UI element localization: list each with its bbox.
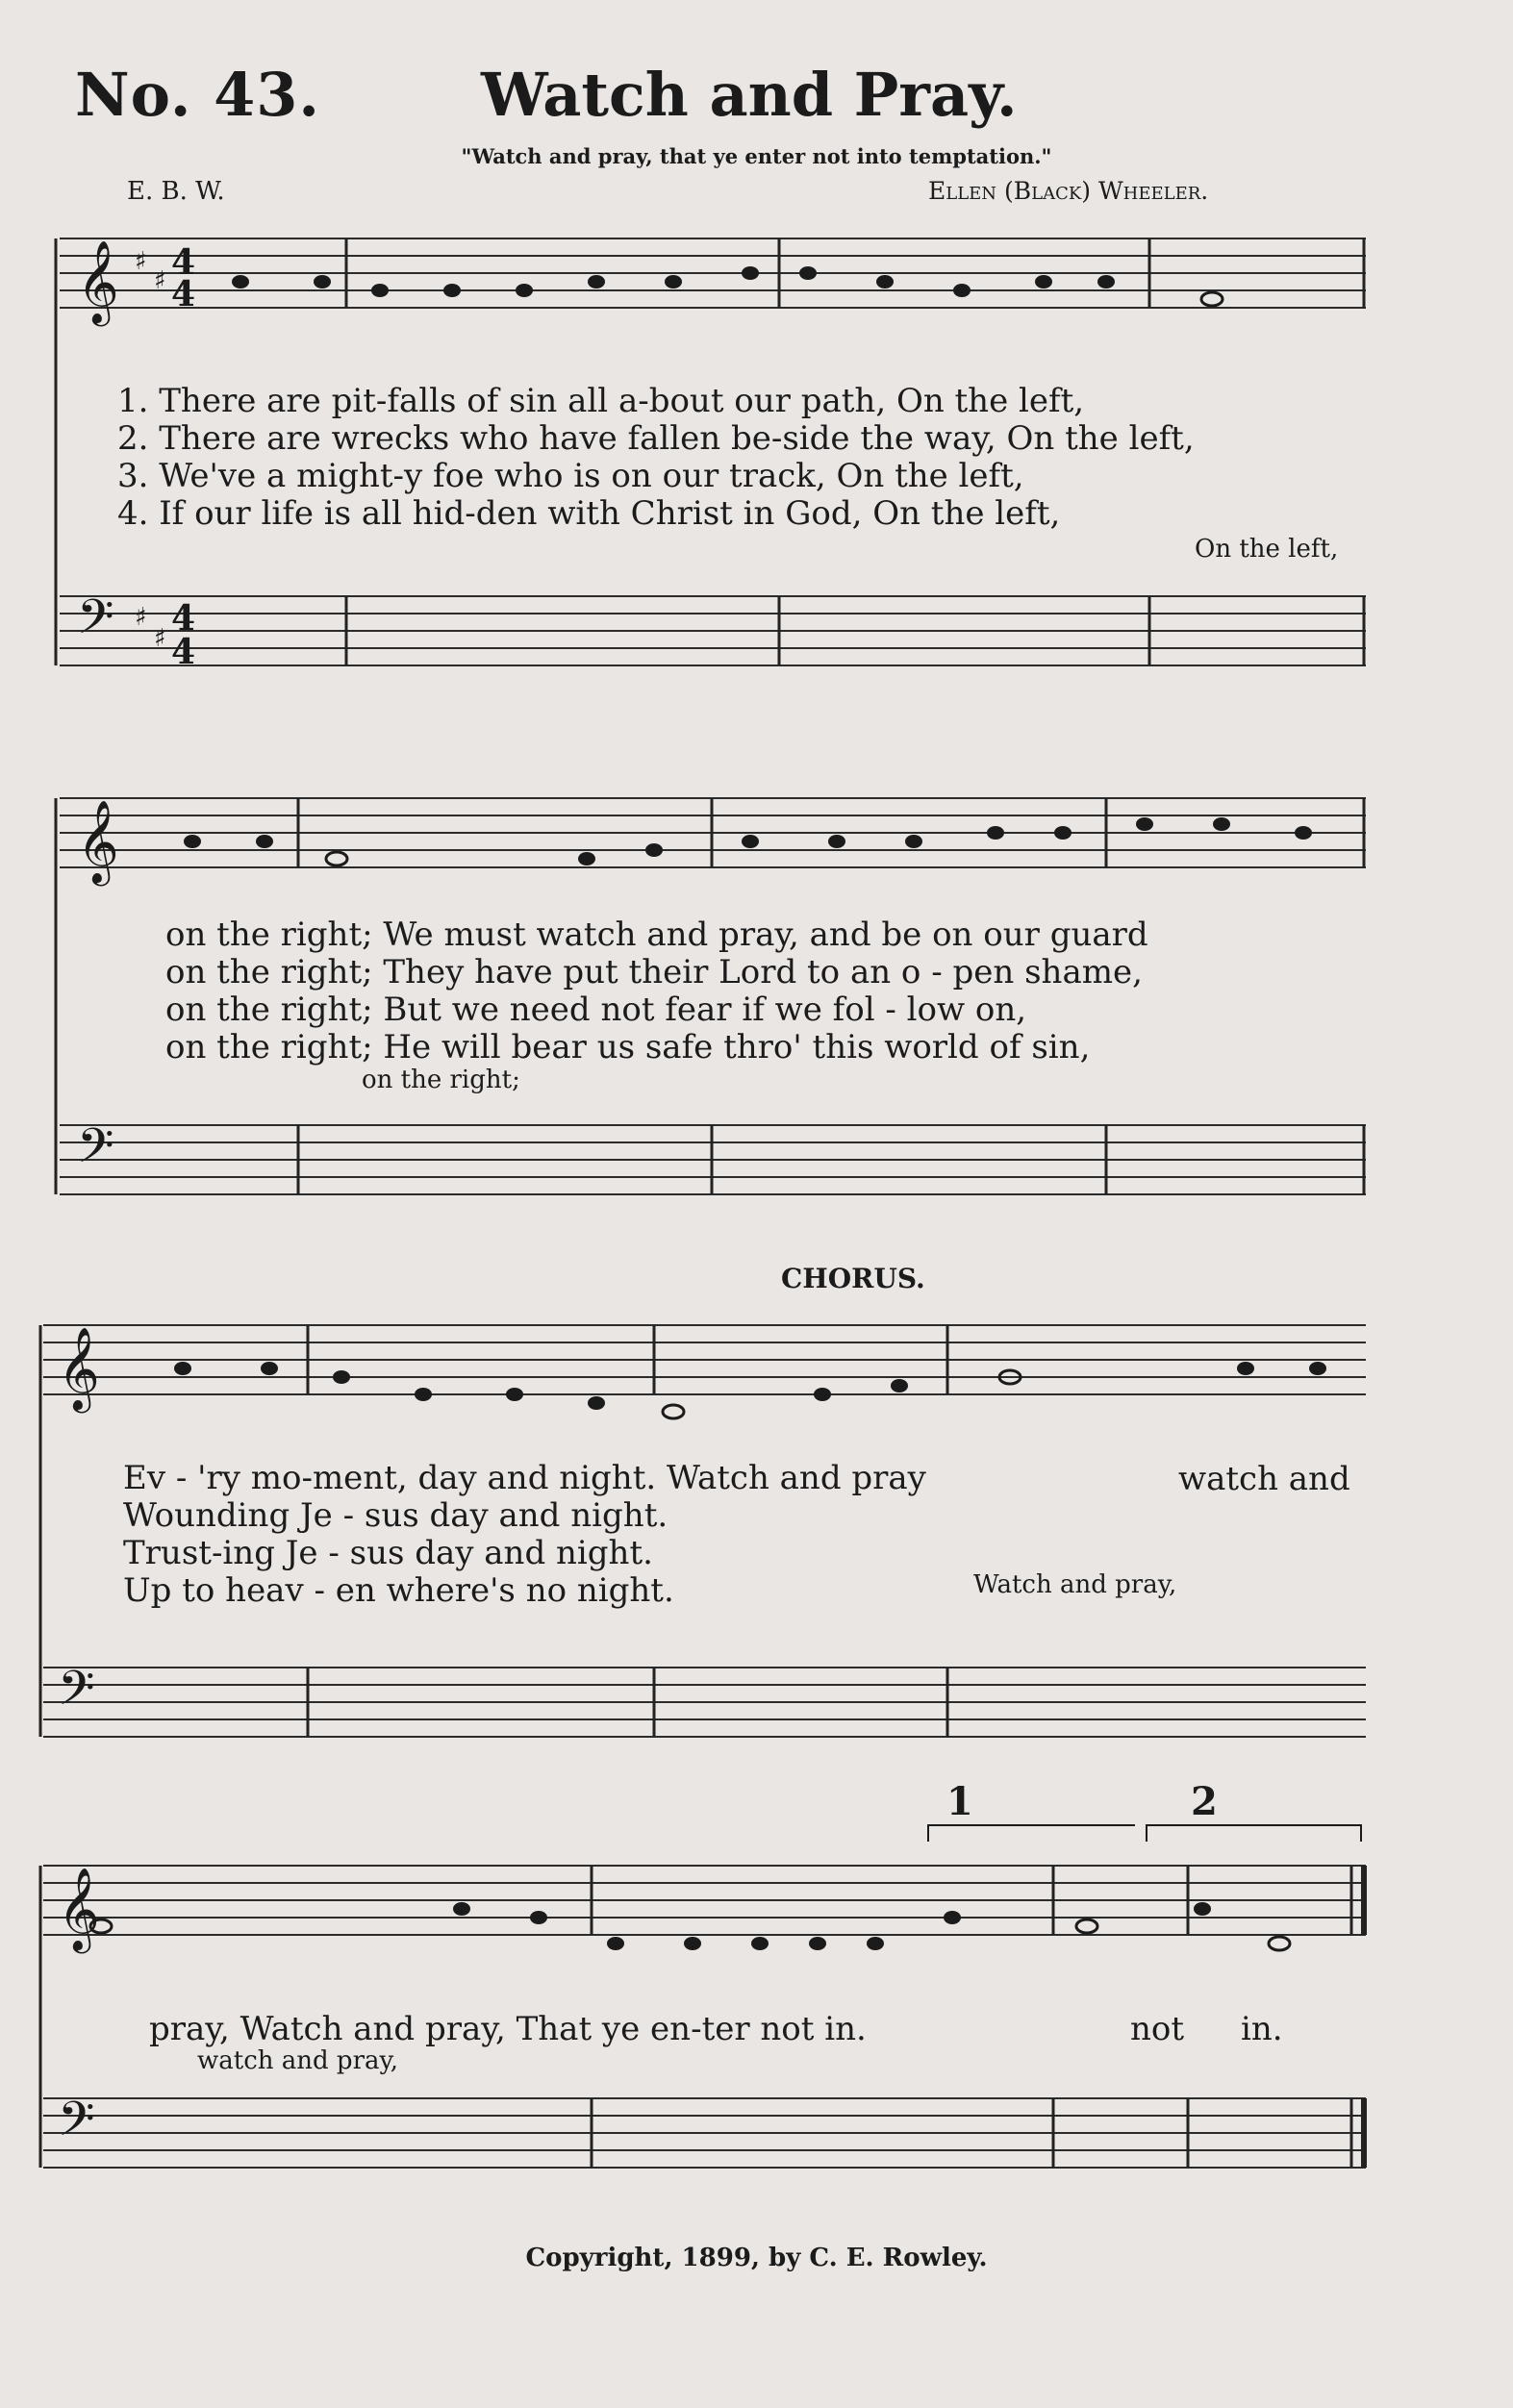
first-ending-label: 1 bbox=[946, 1779, 973, 1824]
verse-line: on the right; But we need not fear if we fol - low on, bbox=[165, 991, 1027, 1029]
system-3-bass-staff bbox=[43, 1668, 1366, 1737]
system-3-verses bbox=[123, 1460, 926, 1610]
hymn-epigraph: "Watch and pray, that ye enter not into temptation." bbox=[461, 144, 1052, 168]
svg-text:𝄞: 𝄞 bbox=[77, 800, 119, 883]
svg-text:𝄢: 𝄢 bbox=[58, 1661, 95, 1728]
verse-line: 1. There are pit-falls of sin all a-bout our path, On the left, bbox=[117, 382, 1085, 420]
svg-text:4: 4 bbox=[171, 274, 196, 314]
verse-line: 2. There are wrecks who have fallen be-side the way, On the left, bbox=[117, 419, 1195, 458]
svg-text:♯: ♯ bbox=[135, 247, 147, 276]
volta-brackets bbox=[928, 1825, 1361, 1842]
second-ending-label: 2 bbox=[1191, 1779, 1218, 1824]
svg-text:♯: ♯ bbox=[135, 603, 147, 632]
hymn-number: No. 43. bbox=[75, 60, 320, 130]
system-4-lyric-not: not bbox=[1130, 2010, 1185, 2048]
verse-line: Trust-ing Je - sus day and night. bbox=[123, 1534, 653, 1572]
verse-line: on the right; He will bear us safe thro' this world of sin, bbox=[165, 1028, 1091, 1066]
system-1-verses bbox=[117, 383, 1195, 533]
system-1-bass-echo: On the left, bbox=[1195, 535, 1339, 564]
svg-text:𝄢: 𝄢 bbox=[77, 589, 114, 657]
system-1-bass-staff bbox=[60, 596, 1366, 665]
verse-line: on the right; They have put their Lord to an o - pen shame, bbox=[165, 953, 1143, 991]
svg-text:𝄢: 𝄢 bbox=[77, 1118, 114, 1186]
system-4-treble-staff bbox=[43, 1866, 1366, 1935]
verse-line: Ev - 'ry mo-ment, day and night. Watch and pray bbox=[123, 1459, 926, 1497]
system-4-lyric-in: in. bbox=[1241, 2010, 1283, 2048]
svg-text:𝄢: 𝄢 bbox=[58, 2092, 95, 2159]
hymn-title: Watch and Pray. bbox=[481, 60, 1018, 130]
svg-text:𝄞: 𝄞 bbox=[58, 1327, 100, 1410]
chorus-label: CHORUS. bbox=[781, 1263, 925, 1294]
system-2-bass-echo: on the right; bbox=[362, 1066, 520, 1094]
system-4-bass-staff bbox=[43, 2098, 1366, 2168]
verse-line: Wounding Je - sus day and night. bbox=[123, 1496, 668, 1535]
system-1-treble-staff bbox=[60, 238, 1366, 308]
system-4-lyrics: pray, Watch and pray, That ye en-ter not in. bbox=[149, 2010, 867, 2048]
verse-line: on the right; We must watch and pray, and be on our guard bbox=[165, 916, 1148, 954]
system-3-treble-staff bbox=[43, 1325, 1366, 1394]
svg-text:4: 4 bbox=[171, 632, 196, 672]
copyright-notice: Copyright, 1899, by C. E. Rowley. bbox=[525, 2244, 988, 2272]
system-4-bass-echo: watch and pray, bbox=[197, 2046, 399, 2075]
svg-text:♯: ♯ bbox=[154, 266, 166, 295]
words-credit: E. B. W. bbox=[127, 177, 225, 206]
system-3-bass-echo: Watch and pray, bbox=[973, 1570, 1177, 1599]
verse-line: 4. If our life is all hid-den with Christ in God, On the left, bbox=[117, 494, 1061, 533]
svg-text:𝄞: 𝄞 bbox=[77, 240, 119, 323]
svg-text:4: 4 bbox=[171, 598, 196, 639]
chorus-echo: watch and bbox=[1178, 1460, 1350, 1498]
verse-line: Up to heav - en where's no night. bbox=[123, 1571, 674, 1610]
system-2-verses bbox=[165, 916, 1148, 1066]
svg-text:𝄞: 𝄞 bbox=[58, 1868, 100, 1950]
svg-text:♯: ♯ bbox=[154, 624, 166, 653]
verse-line: 3. We've a might-y foe who is on our track, On the left, bbox=[117, 457, 1024, 495]
svg-text:4: 4 bbox=[171, 242, 196, 283]
music-credit: Ellen (Black) Wheeler. bbox=[928, 177, 1209, 205]
